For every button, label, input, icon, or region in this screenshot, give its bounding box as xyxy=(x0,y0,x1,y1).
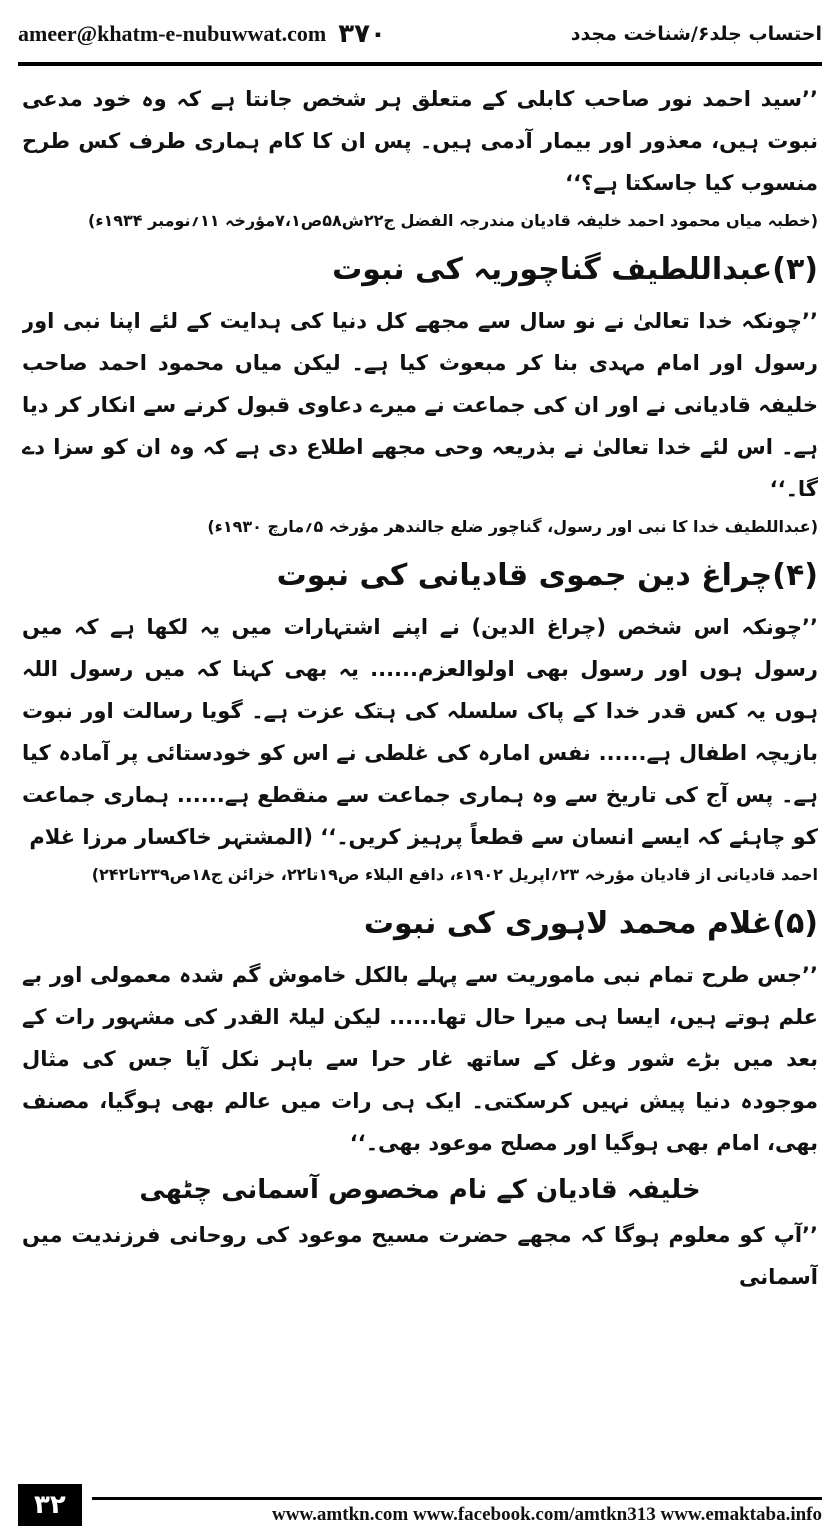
page-body xyxy=(22,78,818,1458)
footer-page-number: ۳۲ xyxy=(18,1484,82,1526)
reference-2: (عبداللطیف خدا کا نبی اور رسول، گناچور ضلع جالندھر مؤرخہ ۵؍مارچ ۱۹۳۰ء) xyxy=(207,517,818,536)
quote-paragraph-3: ’’چونکہ اس شخص (چراغ الدین) نے اپنے اشتہارات میں یہ لکھا ہے کہ میں رسول ہوں اور رسول بھی اولوالعزم...... یہ بھی کہنا کہ میں رسول اللہ ہوں یہ کس قدر خدا کے پاک سلسلہ کی ہتک عزت ہے۔ گویا رسالت اور نبوت بازیچہ اطفال ہے...... نفس امارہ کی غلطی نے اس کو خودستائی پر آمادہ کیا ہے۔ پس آج کی تاریخ سے وہ ہماری جماعت سے منقطع ہے...... ہماری جماعت کو چاہئے کہ ایسے انسان سے قطعاً پرہیز کریں۔‘‘ (المشتہر خاکسار مرزا غلام xyxy=(22,615,818,849)
header-left xyxy=(18,19,386,49)
page-footer xyxy=(18,1480,822,1526)
header-email: ameer@khatm-e-nubuwwat.com xyxy=(18,21,327,46)
footer-rule xyxy=(92,1497,822,1500)
quote-paragraph-5: ’’آپ کو معلوم ہوگا کہ مجھے حضرت مسیح موعود کی روحانی فرزندیت میں آسمانی xyxy=(22,1223,818,1289)
section-heading-4: (۴)چراغ دین جموی قادیانی کی نبوت xyxy=(276,558,818,593)
section-heading-5: (۵)غلام محمد لاہوری کی نبوت xyxy=(363,906,818,941)
page-header xyxy=(18,14,822,54)
footer-urls: www.amtkn.com www.facebook.com/amtkn313 www.emaktaba.info xyxy=(272,1504,822,1525)
header-rule xyxy=(18,62,822,66)
quote-paragraph-2: ’’چونکہ خدا تعالیٰ نے نو سال سے مجھے کل دنیا کی ہدایت کے لئے اپنا نبی اور رسول اور امام مہدی بنا کر مبعوث کیا ہے۔ لیکن میاں محمود احمد صاحب خلیفہ قادیانی نے اور ان کی جماعت نے میرے دعاوی قبول کرنے سے انکار کر دیا ہے۔ اس لئے خدا تعالیٰ نے بذریعہ وحی مجھے اطلاع دی ہے کہ وہ ان کو سزا دے گا۔‘‘ xyxy=(22,309,818,501)
reference-3: احمد قادیانی از قادیان مؤرخہ ۲۳؍اپریل ۱۹۰۲ء، دافع البلاء ص۱۹تا۲۲، خزائن ج۱۸ص۲۳۹تا۲۴۲) xyxy=(91,865,818,884)
reference-1: (خطبہ میاں محمود احمد خلیفہ قادیان مندرجہ الفضل ج۲۲ش۵۸ص۷،۱مؤرخہ ۱۱؍نومبر ۱۹۳۴ء) xyxy=(88,211,818,230)
quote-paragraph-1: ’’سید احمد نور صاحب کابلی کے متعلق ہر شخص جانتا ہے کہ وہ خود مدعی نبوت ہیں، معذور اور بیمار آدمی ہیں۔ پس ان کا کام ہماری طرف کس طرح منسوب کیا جاسکتا ہے؟‘‘ xyxy=(22,87,818,195)
section-heading-letter: خلیفہ قادیان کے نام مخصوص آسمانی چٹھی xyxy=(139,1175,701,1205)
section-heading-3: (۳)عبداللطیف گناچوریہ کی نبوت xyxy=(332,252,818,287)
header-page-number: ۳۷۰ xyxy=(338,19,386,49)
header-series-title: احتساب جلد۶/شناخت مجدد xyxy=(570,23,822,45)
quote-paragraph-4: ’’جس طرح تمام نبی ماموریت سے پہلے بالکل خاموش گم شدہ معمولی اور بے علم ہوتے ہیں، ایسا ہی میرا حال تھا...... لیکن لیلۃ القدر کی مشہور رات کے بعد میں بڑے شور وغل کے ساتھ غار حرا سے باہر نکل آیا جس کی مثال موجودہ دنیا پیش نہیں کرسکتی۔ ایک ہی رات میں عالم بھی ہوگیا، مصنف بھی، امام بھی ہوگیا اور مصلح موعود بھی۔‘‘ xyxy=(22,963,818,1155)
footer-right xyxy=(92,1497,822,1526)
